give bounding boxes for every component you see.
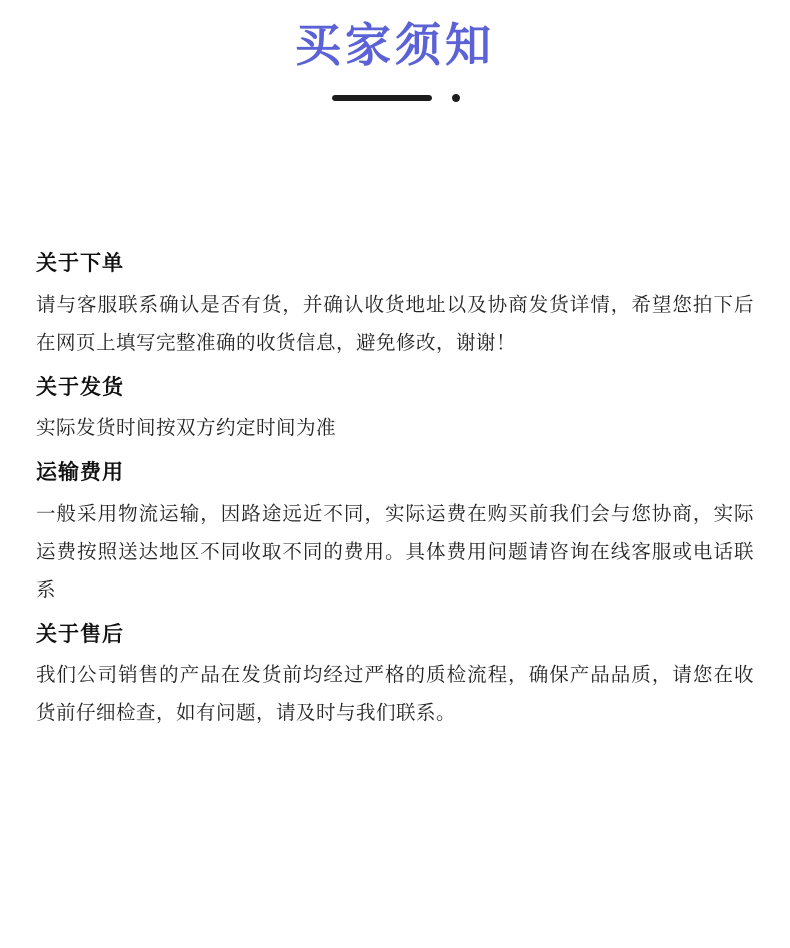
section-body: 实际发货时间按双方约定时间为准 <box>36 417 337 440</box>
section-heading: 运输费用 <box>36 461 124 485</box>
notice-content <box>36 248 754 742</box>
section-ordering <box>36 248 754 362</box>
section-shipping <box>36 372 754 448</box>
title-divider-icon <box>320 91 470 105</box>
section-body: 请与客服联系确认是否有货，并确认收货地址以及协商发货详情，希望您拍下后在网页上填写完整准确的收货信息，避免修改，谢谢！ <box>36 293 754 354</box>
section-heading: 关于发货 <box>36 375 124 399</box>
section-heading: 关于下单 <box>36 252 124 275</box>
divider-dot <box>452 94 460 102</box>
section-after-sales <box>36 619 754 733</box>
section-body: 我们公司销售的产品在发货前均经过严格的质检流程，确保产品品质，请您在收货前仔细检查，如有问题，请及时与我们联系。 <box>36 664 754 725</box>
page-header <box>0 0 790 105</box>
section-body: 一般采用物流运输，因路途远近不同，实际运费在购买前我们会与您协商，实际运费按照送达地区不同收取不同的费用。具体费用问题请咨询在线客服或电话联系 <box>36 502 754 601</box>
section-freight <box>36 457 754 609</box>
page-title: 买家须知 <box>295 19 495 71</box>
section-heading: 关于售后 <box>36 622 124 646</box>
divider-bar <box>332 95 432 101</box>
